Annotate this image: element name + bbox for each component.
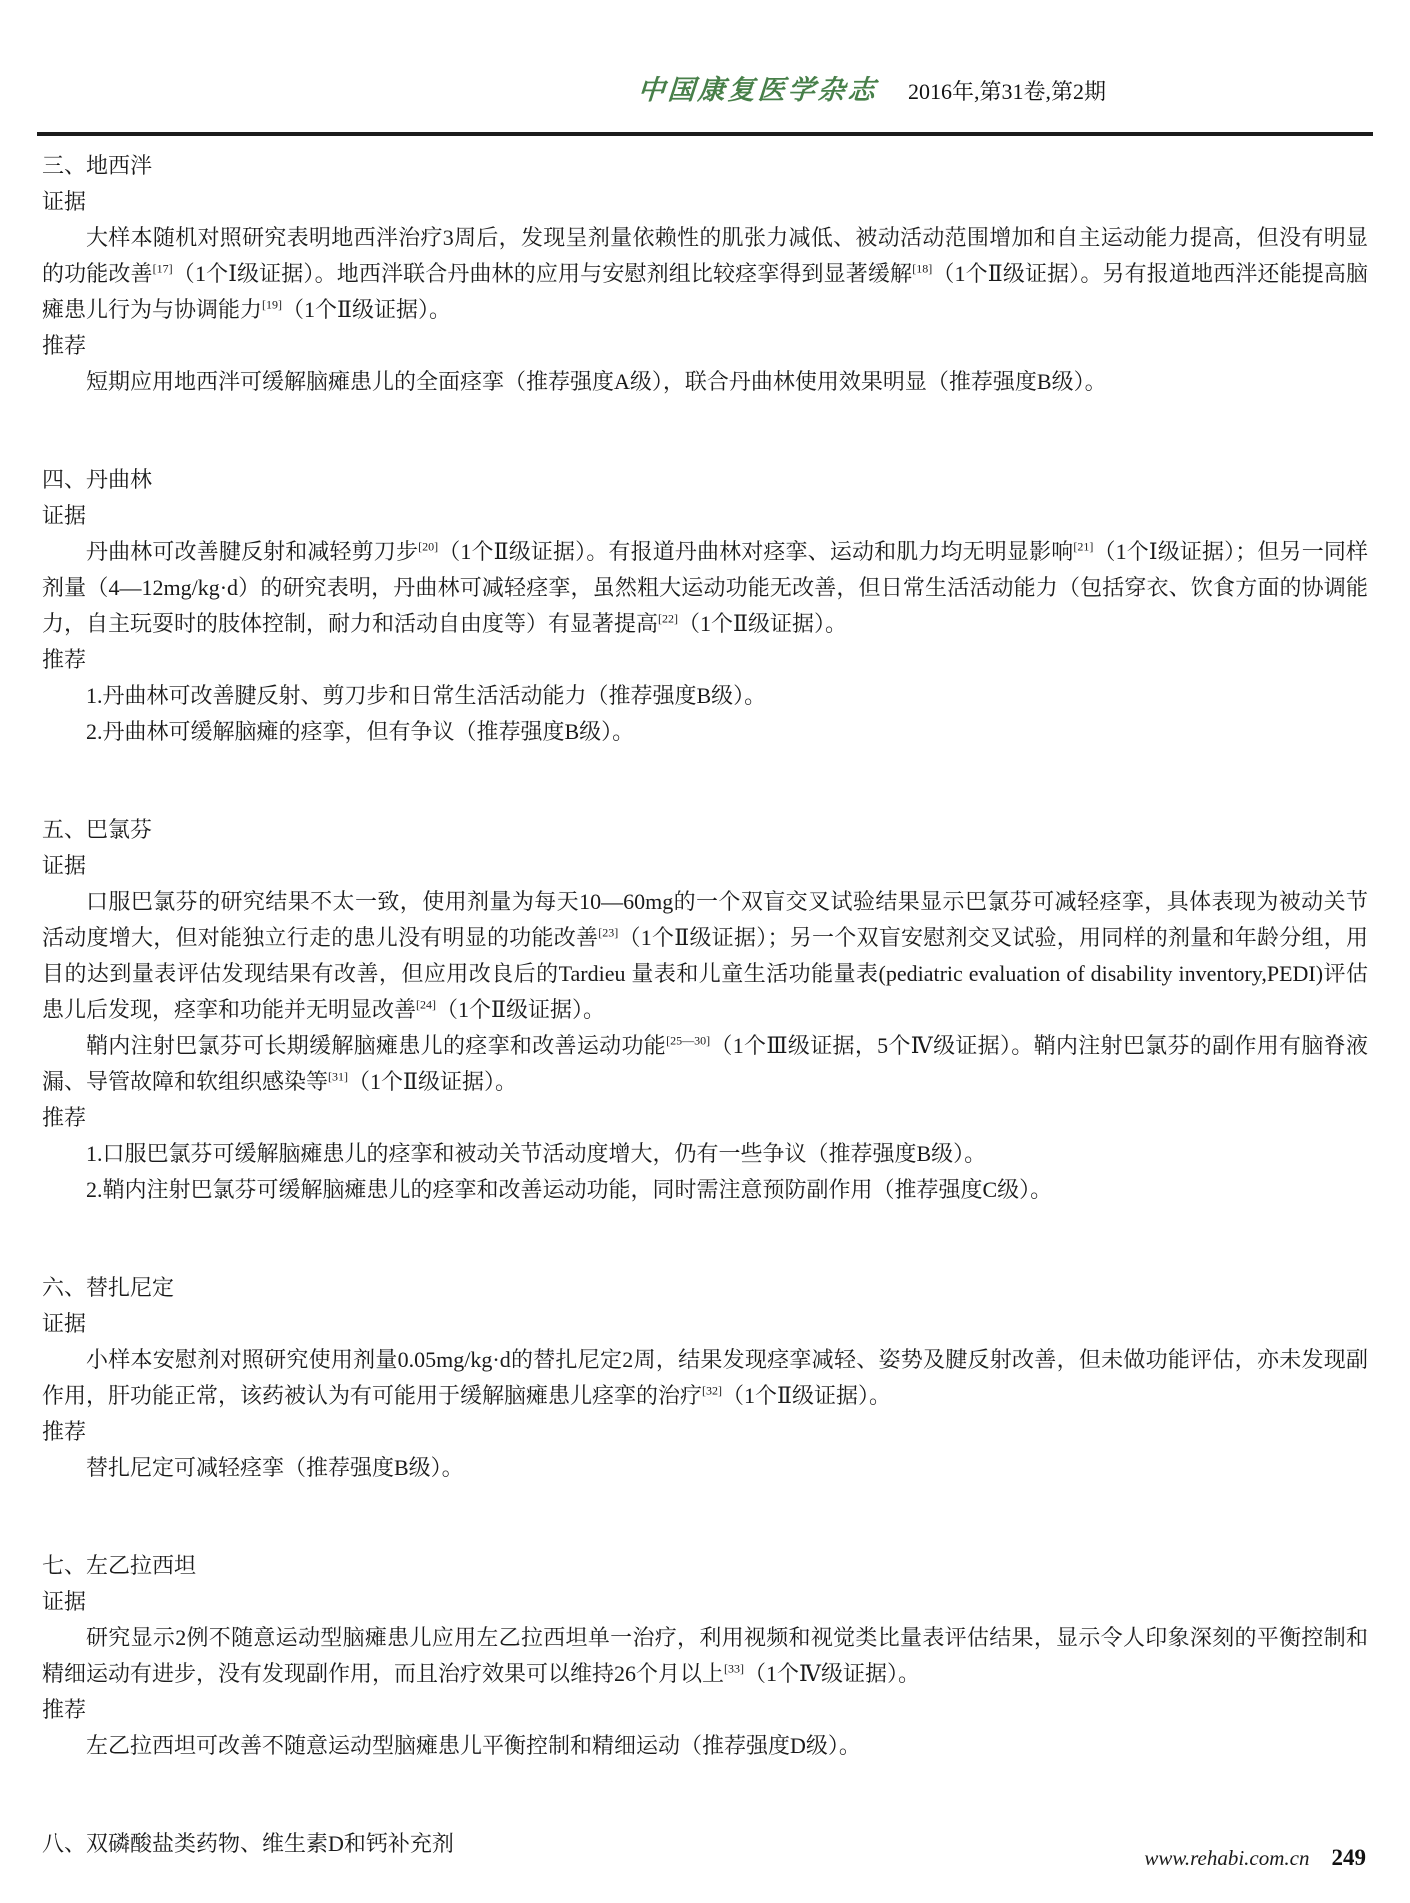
- issue-info: 2016年,第31卷,第2期: [907, 79, 1106, 104]
- reference-superscript: [32]: [702, 1383, 723, 1398]
- recommendation-text: [42, 1172, 1368, 1208]
- website-url: www.rehabi.com.cn: [1144, 1846, 1310, 1870]
- recommendation-text: [42, 678, 1368, 714]
- article-section: [42, 1548, 1368, 1764]
- block-label: 推荐: [42, 1419, 87, 1444]
- recommendation-text: [42, 1450, 1368, 1486]
- text-run: （1个Ⅱ级证据）。: [436, 997, 605, 1022]
- evidence-paragraph: [42, 1028, 1368, 1100]
- text-run: 左乙拉西坦可改善不随意运动型脑瘫患儿平衡控制和精细运动（推荐强度D级）。: [86, 1733, 861, 1758]
- text-run: 小样本安慰剂对照研究使用剂量0.05mg/kg·d的替扎尼定2周，结果发现痉挛减轻、姿势及腱反射改善，但未做功能评估，亦未发现副作用，肝功能正常，该药被认为有可能用于缓解脑瘫患儿痉挛的治疗: [42, 1347, 1368, 1408]
- reference-superscript: [24]: [416, 997, 437, 1012]
- text-run: 1.口服巴氯芬可缓解脑瘫患儿的痉挛和被动关节活动度增大，仍有一些争议（推荐强度B级）。: [86, 1141, 987, 1166]
- recommendation-text: [42, 1136, 1368, 1172]
- reference-superscript: [20]: [418, 539, 439, 554]
- reference-superscript: [23]: [598, 925, 619, 940]
- recommendation-text: [42, 714, 1368, 750]
- section-title: 四、丹曲林: [42, 467, 153, 492]
- text-run: （1个Ⅲ级证据，5个Ⅳ级证据）。鞘内注射巴氯芬的副作用有脑脊液漏、导管故障和软组织感染等: [42, 1033, 1368, 1094]
- text-run: （1个Ⅰ级证据）；但另一同样剂量（4—12mg/kg·d）的研究表明，丹曲林可减轻痉挛，虽然粗大运动功能无改善，但日常生活活动能力（包括穿衣、饮食方面的协调能力，自主玩耍时的肢体控制，耐力和活动自由度等）有显著提高: [42, 539, 1368, 636]
- text-run: 研究显示2例不随意运动型脑瘫患儿应用左乙拉西坦单一治疗，利用视频和视觉类比量表评估结果，显示令人印象深刻的平衡控制和精细运动有进步，没有发现副作用，而且治疗效果可以维持26个月以上: [42, 1625, 1368, 1686]
- evidence-paragraph: [42, 884, 1368, 1028]
- text-run: 鞘内注射巴氯芬可长期缓解脑瘫患儿的痉挛和改善运动功能: [86, 1033, 667, 1058]
- text-run: 1.丹曲林可改善腱反射、剪刀步和日常生活活动能力（推荐强度B级）。: [86, 683, 767, 708]
- reference-superscript: [19]: [262, 297, 283, 312]
- evidence-paragraph: [42, 534, 1368, 642]
- block-label: 证据: [42, 1589, 87, 1614]
- text-run: 短期应用地西泮可缓解脑瘫患儿的全面痉挛（推荐强度A级），联合丹曲林使用效果明显（推荐强度B级）。: [86, 369, 1107, 394]
- text-run: （1个Ⅱ级证据）。有报道丹曲林对痉挛、运动和肌力均无明显影响: [438, 539, 1074, 564]
- text-run: （1个Ⅱ级证据）。: [722, 1383, 891, 1408]
- section-title: 三、地西泮: [42, 153, 153, 178]
- text-run: （1个Ⅰ级证据）。地西泮联合丹曲林的应用与安慰剂组比较痉挛得到显著缓解: [172, 261, 913, 286]
- page-header: [42, 68, 1368, 107]
- section-title: 六、替扎尼定: [42, 1275, 175, 1300]
- block-label: 推荐: [42, 1697, 87, 1722]
- article-section: [42, 812, 1368, 1208]
- text-run: 丹曲林可改善腱反射和减轻剪刀步: [86, 539, 419, 564]
- text-run: 2.鞘内注射巴氯芬可缓解脑瘫患儿的痉挛和改善运动功能，同时需注意预防副作用（推荐强度C级）。: [86, 1177, 1053, 1202]
- header-rule: [37, 132, 1373, 136]
- reference-superscript: [31]: [328, 1069, 349, 1084]
- page-footer: [1144, 1845, 1366, 1871]
- reference-superscript: [21]: [1073, 539, 1094, 554]
- article-section: [42, 1270, 1368, 1486]
- text-run: 大样本随机对照研究表明地西泮治疗3周后，发现呈剂量依赖性的肌张力减低、被动活动范围增加和自主运动能力提高，但没有明显的功能改善: [42, 225, 1368, 286]
- block-label: 证据: [42, 503, 87, 528]
- article-content: [42, 148, 1368, 1862]
- reference-superscript: [17]: [152, 261, 173, 276]
- page-number: 249: [1331, 1845, 1366, 1870]
- block-label: 证据: [42, 853, 87, 878]
- text-run: （1个Ⅱ级证据）。另有报道地西泮还能提高脑瘫患儿行为与协调能力: [42, 261, 1368, 322]
- block-label: 证据: [42, 189, 87, 214]
- reference-superscript: [33]: [724, 1661, 745, 1676]
- article-section: [42, 148, 1368, 400]
- text-run: （1个Ⅳ级证据）。: [744, 1661, 920, 1686]
- recommendation-text: [42, 364, 1368, 400]
- reference-superscript: [18]: [912, 261, 933, 276]
- article-section: [42, 462, 1368, 750]
- text-run: （1个Ⅱ级证据）。: [348, 1069, 517, 1094]
- text-run: 口服巴氯芬的研究结果不太一致，使用剂量为每天10—60mg的一个双盲交叉试验结果显示巴氯芬可减轻痉挛，具体表现为被动关节活动度增大，但对能独立行走的患儿没有明显的功能改善: [42, 889, 1368, 950]
- text-run: 替扎尼定可减轻痉挛（推荐强度B级）。: [86, 1455, 464, 1480]
- text-run: （1个Ⅱ级证据）；另一个双盲安慰剂交叉试验，用同样的剂量和年龄分组，用目的达到量表评估发现结果有改善，但应用改良后的Tardieu 量表和儿童生活功能量表(pediatric evaluation of disability inventory,PEDI)评估患儿后发现，痉挛和功能并无明显改善: [42, 925, 1368, 1022]
- journal-logo: 中国康复医学杂志: [636, 75, 879, 105]
- evidence-paragraph: [42, 220, 1368, 328]
- block-label: 推荐: [42, 1105, 87, 1130]
- text-run: 2.丹曲林可缓解脑瘫的痉挛，但有争议（推荐强度B级）。: [86, 719, 635, 744]
- text-run: （1个Ⅱ级证据）。: [678, 611, 847, 636]
- block-label: 推荐: [42, 333, 87, 358]
- section-title: 七、左乙拉西坦: [42, 1553, 197, 1578]
- evidence-paragraph: [42, 1620, 1368, 1692]
- reference-superscript: [25—30]: [666, 1033, 711, 1048]
- reference-superscript: [22]: [658, 611, 679, 626]
- block-label: 推荐: [42, 647, 87, 672]
- evidence-paragraph: [42, 1342, 1368, 1414]
- section-title: 八、双磷酸盐类药物、维生素D和钙补充剂: [42, 1831, 454, 1856]
- text-run: （1个Ⅱ级证据）。: [282, 297, 451, 322]
- section-title: 五、巴氯芬: [42, 817, 153, 842]
- recommendation-text: [42, 1728, 1368, 1764]
- block-label: 证据: [42, 1311, 87, 1336]
